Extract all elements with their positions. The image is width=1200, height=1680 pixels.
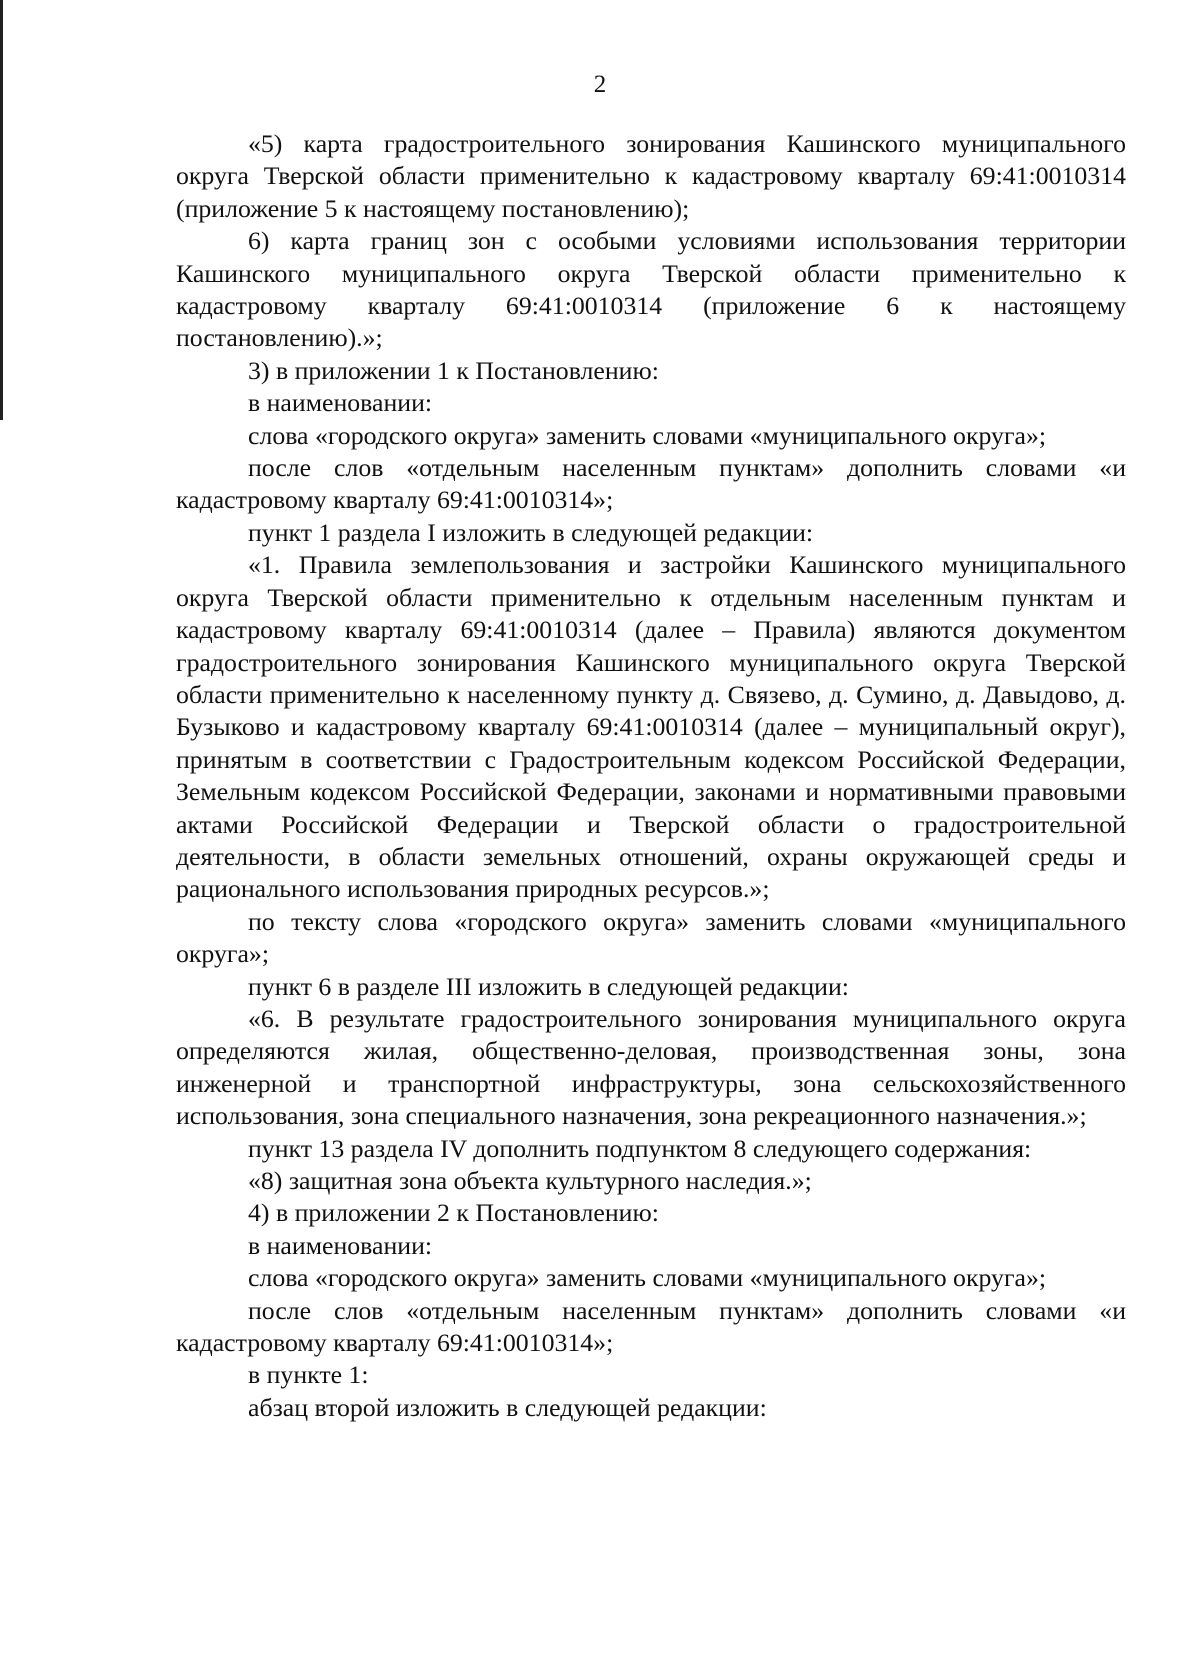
paragraph-add-words-2: после слов «отдельным населенным пунктам» дополнить словами «и кадастровому кварталу 69:41:0010314»; <box>176 1295 1126 1358</box>
paragraph-section-3-point-6: пункт 6 в разделе III изложить в следующей редакции: <box>248 971 849 1001</box>
paragraph-add-words: после слов «отдельным населенным пунктам» дополнить словами «и кадастровому кварталу 69:41:0010314»; <box>176 453 1126 515</box>
paragraph-protective-zone: «8) защитная зона объекта культурного наследия.»; <box>248 1166 812 1195</box>
page-number: 2 <box>593 71 607 98</box>
paragraph-replace-words: слова «городского округа» заменить словами «муниципального округа»; <box>248 420 1047 450</box>
paragraph-item-6-map: 6) карта границ зон с особыми условиями использования территории Кашинского муниципального округа Тверской области применительно к кадастровому кварталу 69:41:0010314 (приложение 6 к настоящему постановлению).»; <box>176 226 1126 353</box>
paragraph-in-point-1: в пункте 1: <box>248 1360 369 1390</box>
paragraph-replace-words-2: слова «городского округа» заменить словами «муниципального округа»; <box>248 1263 1047 1293</box>
paragraph-second-abzac: абзац второй изложить в следующей редакции: <box>248 1392 767 1422</box>
paragraph-zoning-result: «6. В результате градостроительного зонирования муниципального округа определяются жилая, общественно-деловая, производственная зоны, зона инженерной и транспортной инфраструктуры, зона сельскохозяйственного использования, зона специального назначения, зона рекреационного назначения.»; <box>176 1003 1126 1131</box>
paragraph-replace-throughout: по тексту слова «городского округа» заменить словами «муниципального округа»; <box>176 906 1126 969</box>
paragraph-item-5-map: «5) карта градостроительного зонирования Кашинского муниципального округа Тверской области применительно к кадастровому кварталу 69:41:0010314 (приложение 5 к настоящему постановлению); <box>176 129 1126 223</box>
paragraph-annex-1: 3) в приложении 1 к Постановлению: <box>248 355 659 385</box>
paragraph-section-4-point-13: пункт 13 раздела IV дополнить подпунктом 8 следующего содержания: <box>248 1133 1032 1163</box>
paragraph-rules-definition: «1. Правила землепользования и застройки Кашинского муниципального округа Тверской области применительно к отдельным населенным пунктам и кадастровому кварталу 69:41:0010314 (далее – Правила) являются документом градостроительного зонирования Кашинского муниципального округа Тверской области применительно к населенному пункту д. Связево, д. Сумино, д. Давыдово, д. Бузыково и кадастровому кварталу 69:41:0010314 (далее – муниципальный округ), принятым в соответствии с Градостроительным кодексом Российской Федерации, Земельным кодексом Российской Федерации, законами и нормативными правовыми актами Российской Федерации и Тверской области о градостроительной деятельности, в области земельных отношений, охраны окружающей среды и рационального использования природных ресурсов.»; <box>176 550 1126 904</box>
paragraph-section-1-point-1: пункт 1 раздела I изложить в следующей редакции: <box>248 517 814 547</box>
document-body <box>176 128 1126 1424</box>
scan-edge-line <box>0 0 3 420</box>
paragraph-annex-2: 4) в приложении 2 к Постановлению: <box>248 1198 659 1228</box>
paragraph-in-title: в наименовании: <box>248 388 433 418</box>
paragraph-in-title-2: в наименовании: <box>248 1230 433 1260</box>
